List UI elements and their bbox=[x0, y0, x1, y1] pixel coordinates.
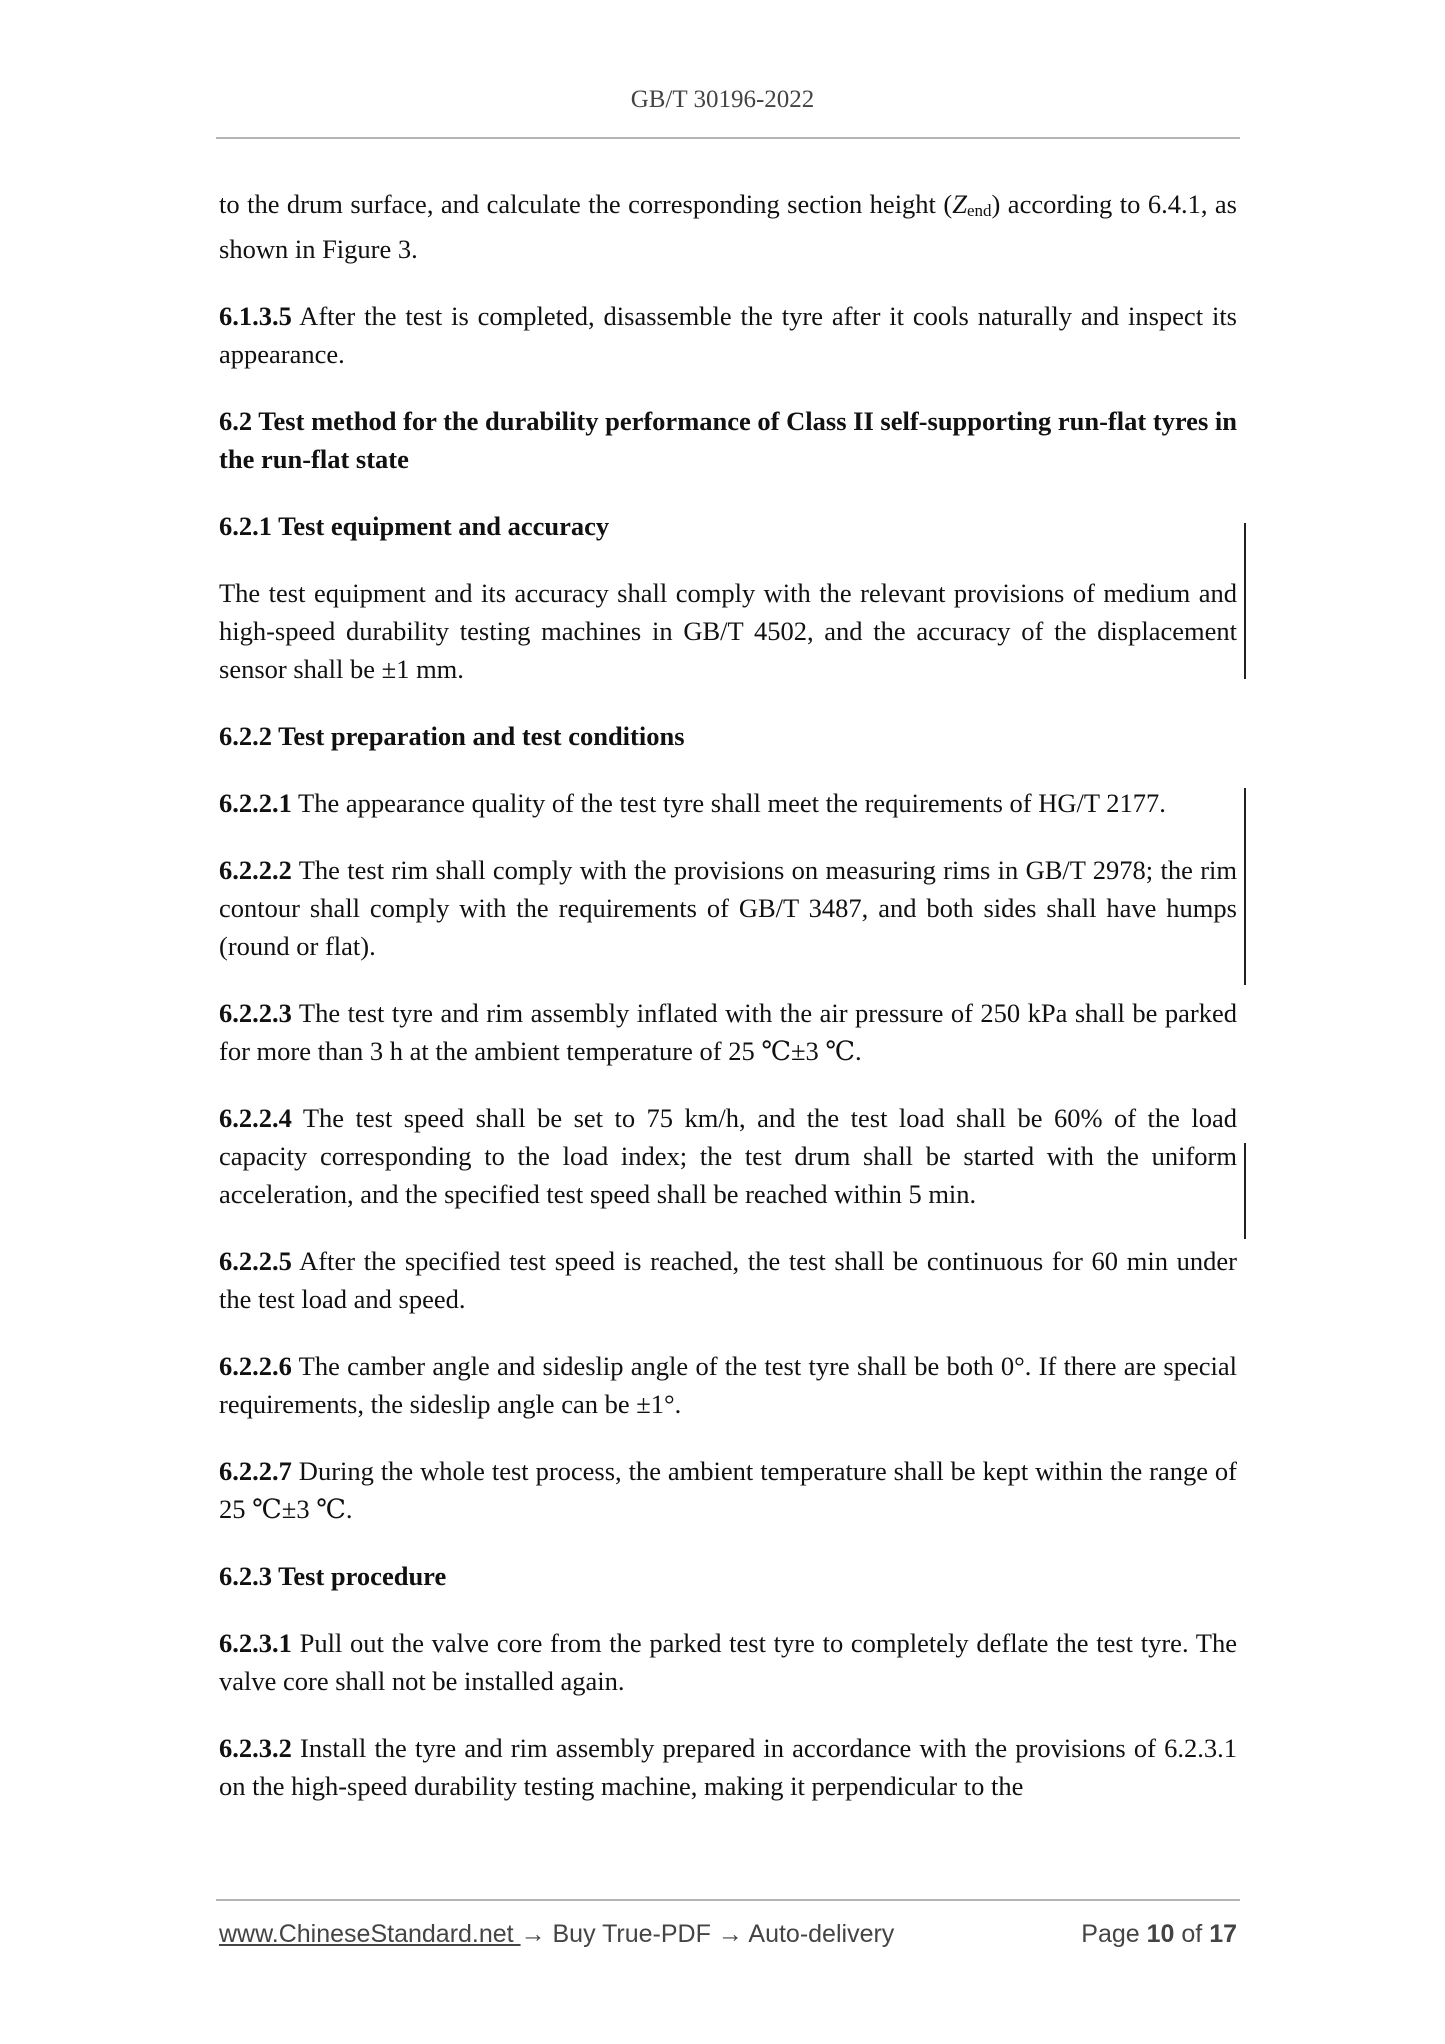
clause-paragraph bbox=[219, 1729, 1237, 1805]
section-heading: 6.2.1 Test equipment and accuracy bbox=[219, 511, 610, 541]
variable: Z bbox=[952, 189, 967, 219]
section-heading: 6.2 Test method for the durability performance of Class II self-supporting run-flat tyres in the run-flat state bbox=[219, 406, 1237, 474]
clause-number: 6.2.2.7 bbox=[219, 1456, 292, 1486]
subscript: end bbox=[966, 201, 992, 220]
section-heading: 6.2.2 Test preparation and test conditions bbox=[219, 721, 685, 751]
clause-text: During the whole test process, the ambient temperature shall be kept within the range of 25 ℃±3 ℃. bbox=[219, 1456, 1237, 1524]
clause-number: 6.1.3.5 bbox=[219, 301, 292, 331]
document-id-header: GB/T 30196-2022 bbox=[630, 86, 815, 113]
document-body bbox=[219, 185, 1237, 1834]
header-divider bbox=[216, 137, 1240, 139]
clause-number: 6.2.2.3 bbox=[219, 998, 292, 1028]
clause-text: The appearance quality of the test tyre shall meet the requirements of HG/T 2177. bbox=[291, 788, 1166, 818]
clause-paragraph bbox=[219, 1242, 1237, 1318]
clause-number: 6.2.2.4 bbox=[219, 1103, 292, 1133]
change-bar bbox=[1244, 523, 1246, 679]
clause-text: Pull out the valve core from the parked test tyre to completely deflate the test tyre. The valve core shall not be installed again. bbox=[219, 1628, 1237, 1696]
clause-number: 6.2.2.5 bbox=[219, 1246, 292, 1276]
clause-paragraph bbox=[219, 784, 1237, 822]
footer bbox=[219, 1920, 1237, 1949]
clause-number: 6.2.2.6 bbox=[219, 1351, 292, 1381]
clause-text: Install the tyre and rim assembly prepared in accordance with the provisions of 6.2.3.1 on the high-speed durability testing machine, making it perpendicular to the bbox=[219, 1733, 1237, 1801]
clause-paragraph bbox=[219, 1347, 1237, 1423]
clause-text: The test equipment and its accuracy shall comply with the relevant provisions of medium and high-speed durability testing machines in GB/T 4502, and the accuracy of the displacement sensor shall be ±1 mm. bbox=[219, 578, 1237, 684]
clause-paragraph bbox=[219, 185, 1237, 268]
change-bar bbox=[1244, 1143, 1246, 1239]
clause-text: ) according to 6.4.1, as shown in Figure 3. bbox=[219, 189, 1237, 264]
clause-text: The test speed shall be set to 75 km/h, and the test load shall be 60% of the load capacity corresponding to the load index; the test drum shall be started with the uniform acceleration, and the specified test speed shall be reached within 5 min. bbox=[219, 1103, 1237, 1209]
clause-paragraph bbox=[219, 1099, 1237, 1213]
page-indicator: Page 10 of 17 bbox=[1081, 1920, 1237, 1948]
clause-paragraph bbox=[219, 994, 1237, 1070]
clause-text: to the drum surface, and calculate the corresponding section height ( bbox=[219, 189, 953, 219]
clause-paragraph bbox=[219, 297, 1237, 373]
clause-text: After the specified test speed is reached, the test shall be continuous for 60 min under the test load and speed. bbox=[219, 1246, 1237, 1314]
section-heading: 6.2.3 Test procedure bbox=[219, 1561, 447, 1591]
clause-number: 6.2.2.2 bbox=[219, 855, 292, 885]
clause-number: 6.2.2.1 bbox=[219, 788, 292, 818]
clause-text: The test rim shall comply with the provisions on measuring rims in GB/T 2978; the rim contour shall comply with the requirements of GB/T 3487, and both sides shall have humps (round or flat). bbox=[219, 855, 1237, 961]
clause-number: 6.2.3.2 bbox=[219, 1733, 292, 1763]
clause-text: The test tyre and rim assembly inflated with the air pressure of 250 kPa shall be parked for more than 3 h at the ambient temperature of 25 ℃±3 ℃. bbox=[219, 998, 1237, 1066]
clause-paragraph bbox=[219, 1624, 1237, 1700]
clause-paragraph bbox=[219, 851, 1237, 965]
clause-text: After the test is completed, disassemble the tyre after it cools naturally and inspect its appearance. bbox=[219, 301, 1237, 369]
footer-tagline: → Buy True-PDF → Auto-delivery bbox=[520, 1920, 895, 1948]
footer-divider bbox=[216, 1899, 1240, 1901]
clause-paragraph bbox=[219, 574, 1237, 688]
change-bar bbox=[1244, 788, 1246, 985]
clause-number: 6.2.3.1 bbox=[219, 1628, 292, 1658]
clause-text: The camber angle and sideslip angle of the test tyre shall be both 0°. If there are special requirements, the sideslip angle can be ±1°. bbox=[219, 1351, 1237, 1419]
clause-paragraph bbox=[219, 1452, 1237, 1528]
website-link[interactable]: www.ChineseStandard.net bbox=[219, 1920, 521, 1948]
